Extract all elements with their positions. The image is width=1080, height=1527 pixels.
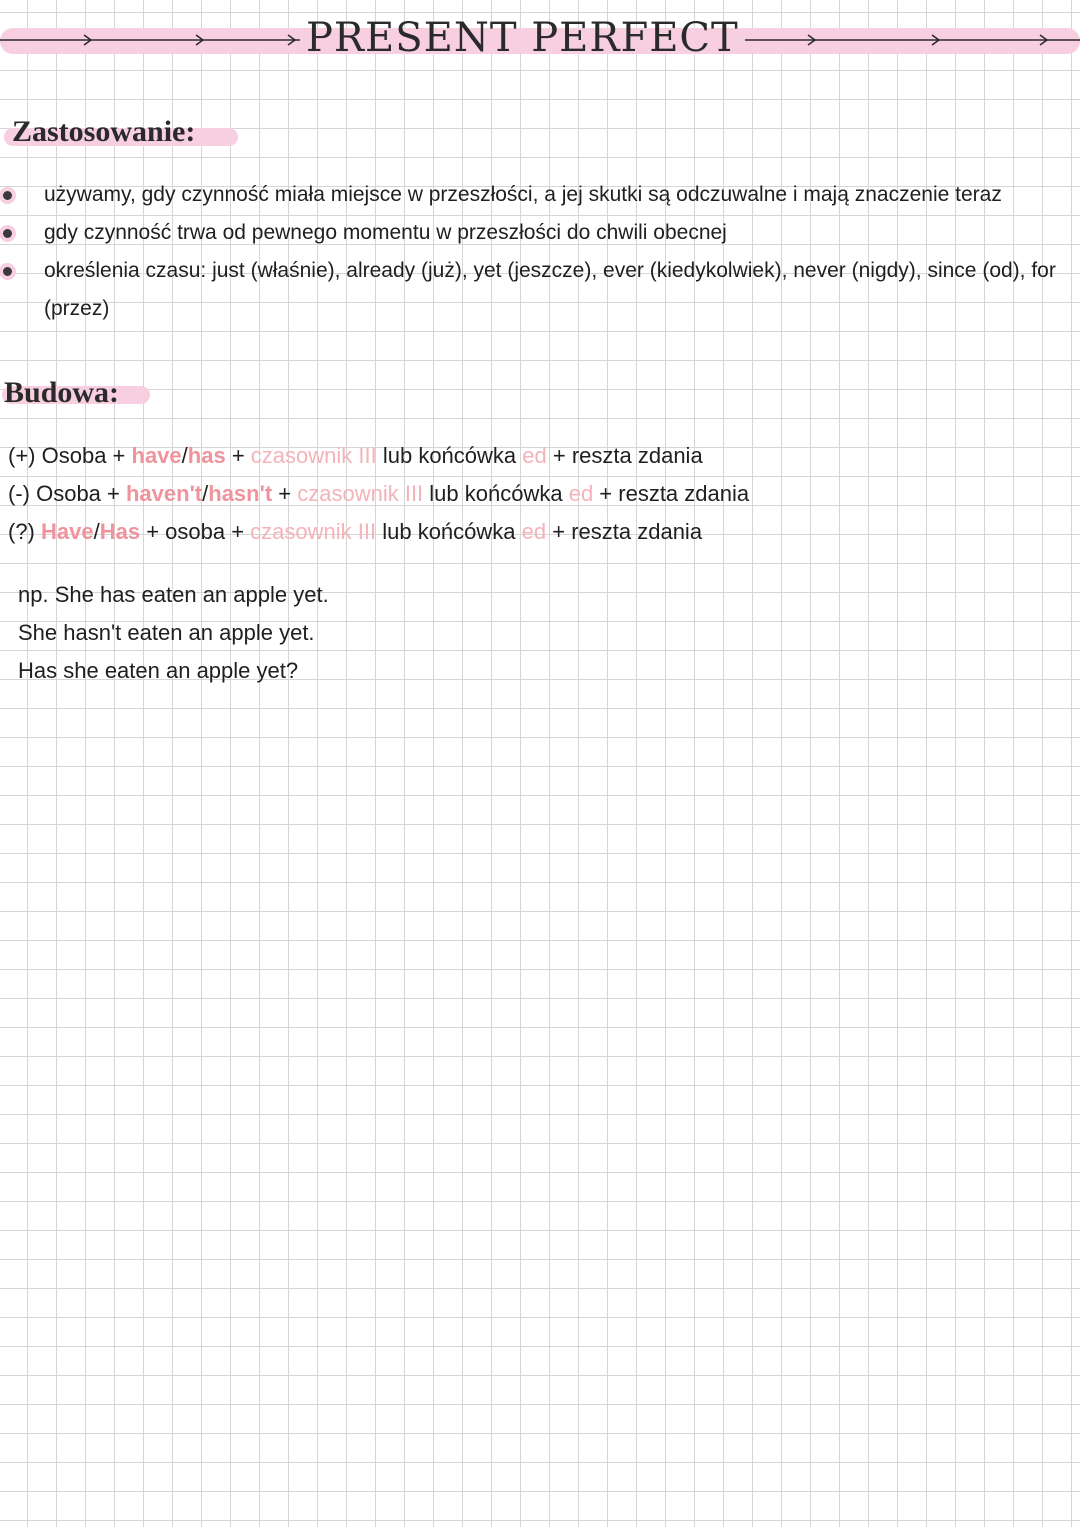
aux-has: Has [99, 519, 141, 544]
aux-havent: haven't [125, 481, 203, 506]
verb-form: czasownik III [250, 443, 377, 468]
ending-ed: ed [568, 481, 594, 506]
usage-bullet-text: używamy, gdy czynność miała miejsce w przeszłości, a jej skutki są odczuwalne i mają znaczenie teraz [44, 183, 1002, 206]
negative-formula: (-) Osoba + haven't/hasn't + czasownik III lub końcówka ed + reszta zdania [8, 481, 750, 506]
ending-ed: ed [522, 443, 547, 468]
page-title: PRESENT PERFECT [306, 15, 739, 61]
example-sentence: She hasn't eaten an apple yet. [18, 620, 315, 645]
aux-have: Have [41, 519, 94, 544]
usage-bullet-text: gdy czynność trwa od pewnego momentu w przeszłości do chwili obecnej [44, 221, 727, 244]
list-item [0, 252, 1060, 328]
examples [18, 576, 329, 690]
ending-ed: ed [521, 519, 547, 544]
aux-hasnt: hasn't [208, 481, 273, 506]
verb-form: czasownik III [250, 519, 377, 544]
bullet-icon [3, 191, 12, 200]
structure-heading: Budowa: [4, 376, 120, 409]
usage-bullet-text: określenia czasu: just (właśnie), already (już), yet (jeszcze), ever (kiedykolwiek), never (nigdy), since (od), for (przez) [44, 259, 1056, 320]
list-item [0, 176, 1060, 214]
usage-list [0, 176, 1060, 328]
usage-heading: Zastosowanie: [12, 115, 196, 148]
aux-has: has [187, 443, 226, 468]
positive-formula: (+) Osoba + have/has + czasownik III lub końcówka ed + reszta zdania [8, 443, 703, 468]
page-header [0, 0, 1080, 80]
question-formula: (?) Have/Has + osoba + czasownik III lub końcówka ed + reszta zdania [8, 519, 703, 544]
bullet-icon [3, 229, 12, 238]
aux-have: have [131, 443, 182, 468]
example-sentence: Has she eaten an apple yet? [18, 658, 299, 683]
bullet-icon [3, 267, 12, 276]
example-sentence: np. She has eaten an apple yet. [18, 582, 329, 607]
verb-form: czasownik III [297, 481, 424, 506]
list-item [0, 214, 1060, 252]
structure-formulas [8, 437, 749, 551]
